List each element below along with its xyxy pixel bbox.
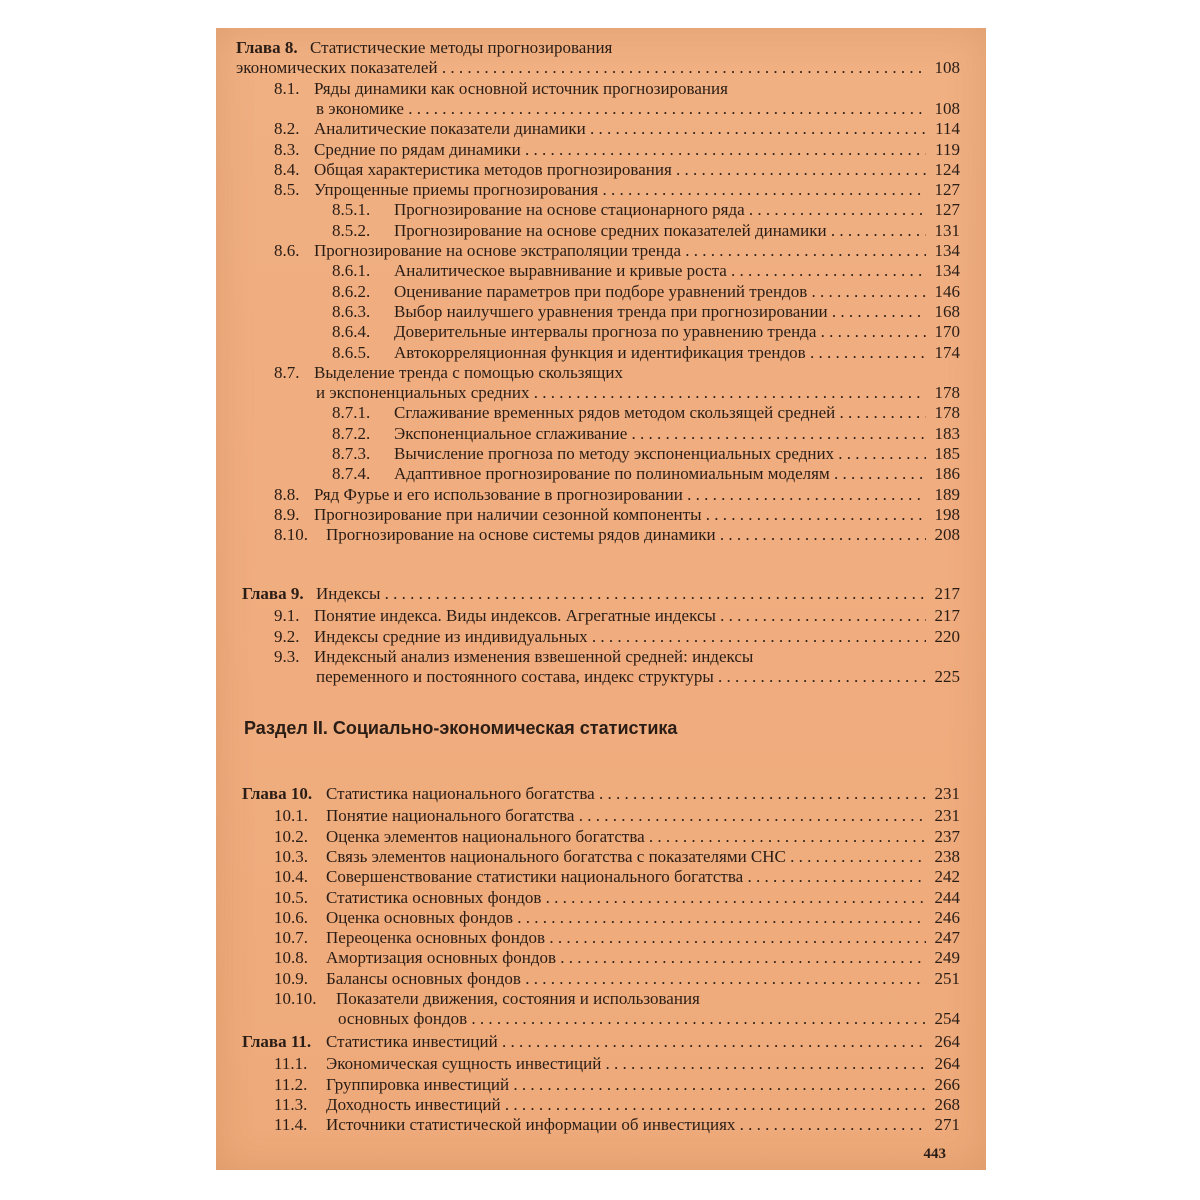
entry-title: Аналитическое выравнивание и кривые роста . . .	[394, 261, 926, 281]
entry-page: 114	[935, 119, 960, 139]
entry-title: Ряды динамики как основной источник прогнозирования	[314, 78, 728, 98]
entry-number: 9.3.	[274, 646, 300, 666]
entry-number: 8.3.	[274, 139, 300, 159]
entry-title: Статистические методы прогнозирования	[310, 38, 613, 57]
entry-page: 264	[934, 1054, 960, 1074]
section-heading: Раздел II. Социально-экономическая статистика	[244, 718, 678, 738]
entry-number: 11.2.	[274, 1074, 308, 1094]
entry-number: 8.6.4.	[332, 322, 371, 342]
entry-title: Аналитические показатели динамики . . .	[314, 119, 926, 139]
entry-page: 134	[934, 241, 960, 260]
entry-title: Выбор наилучшего уравнения тренда при прогнозировании . . .	[394, 302, 926, 322]
entry-number: 8.7.	[274, 362, 300, 382]
entry-number: 8.4.	[274, 159, 300, 179]
entry-number: 8.7.4.	[332, 464, 371, 484]
entry-number: 8.6.	[274, 241, 300, 260]
entry-title: Оценка элементов национального богатства . . .	[326, 827, 926, 847]
entry-title: Ряд Фурье и его использование в прогнозировании . . .	[314, 485, 926, 505]
entry-page: 146	[934, 281, 960, 301]
entry-number: 8.6.2.	[332, 281, 371, 301]
entry-page: 198	[934, 504, 960, 524]
entry-title: Амортизация основных фондов . . .	[326, 948, 926, 968]
entry-title: Прогнозирование на основе стационарного ряда . . .	[394, 200, 926, 220]
entry-number: 10.1.	[274, 806, 308, 826]
entry-number: 8.6.5.	[332, 342, 371, 362]
entry-page: 247	[934, 928, 960, 948]
entry-number: 8.1.	[274, 78, 300, 98]
entry-page: 249	[934, 948, 960, 968]
entry-title: переменного и постоянного состава, индекс структуры . . .	[316, 667, 926, 687]
entry-page: 231	[934, 784, 960, 803]
entry-page: 127	[934, 200, 960, 220]
entry-number: 8.5.	[274, 180, 300, 200]
entry-number: 10.5.	[274, 887, 308, 907]
entry-title: Статистика инвестиций . . .	[326, 1032, 926, 1052]
entry-number: 8.7.2.	[332, 423, 371, 443]
entry-title: Экспоненциальное сглаживание . . .	[394, 424, 926, 444]
entry-title: Показатели движения, состояния и использования	[336, 989, 700, 1008]
entry-page: 170	[934, 322, 960, 342]
entry-page: 271	[934, 1115, 960, 1135]
entry-page: 217	[934, 606, 960, 626]
entry-number: 8.9.	[274, 504, 300, 524]
entry-number: 11.1.	[274, 1054, 308, 1074]
entry-page: 266	[934, 1074, 960, 1094]
entry-number: 8.5.1.	[332, 200, 371, 220]
entry-number: 9.1.	[274, 606, 300, 626]
entry-page: 251	[934, 968, 960, 988]
entry-page: 217	[934, 584, 960, 603]
entry-page: 178	[934, 403, 960, 423]
entry-number: 8.2.	[274, 119, 300, 139]
entry-page: 189	[934, 484, 960, 504]
entry-page: 185	[934, 444, 960, 463]
entry-number: 10.9.	[274, 968, 308, 988]
entry-page: 186	[934, 464, 960, 484]
entry-title: Общая характеристика методов прогнозирования . . .	[314, 160, 926, 180]
entry-page: 124	[934, 159, 960, 179]
entry-title: Понятие национального богатства . . .	[326, 806, 926, 826]
entry-number: 10.4.	[274, 867, 308, 887]
entry-title: Прогнозирование на основе средних показателей динамики . . .	[394, 221, 926, 241]
entry-title: Переоценка основных фондов . . .	[326, 928, 926, 948]
entry-page: 246	[934, 907, 960, 927]
entry-page: 108	[934, 98, 960, 118]
entry-number: 8.6.3.	[332, 301, 371, 321]
entry-title: экономических показателей . . .	[236, 58, 926, 78]
entry-title: основных фондов . . .	[338, 1009, 926, 1029]
entry-page: 264	[934, 1032, 960, 1051]
entry-page: 208	[934, 525, 960, 545]
entry-title: Связь элементов национального богатства с показателями СНС . . .	[326, 847, 926, 867]
entry-page: 225	[934, 667, 960, 687]
entry-number: 8.7.3.	[332, 444, 371, 463]
entry-number: 8.7.1.	[332, 403, 371, 423]
entry-number: 8.6.1.	[332, 261, 371, 281]
entry-title: Прогнозирование на основе системы рядов динамики . . .	[326, 525, 926, 545]
entry-title: Группировка инвестиций . . .	[326, 1075, 926, 1095]
book-page	[216, 28, 986, 1170]
entry-page: 268	[934, 1094, 960, 1114]
entry-page: 127	[934, 180, 960, 200]
entry-title: Оценка основных фондов . . .	[326, 908, 926, 928]
entry-page: 168	[934, 301, 960, 321]
entry-title: Средние по рядам динамики . . .	[314, 140, 926, 160]
entry-title: Оценивание параметров при подборе уравнений трендов . . .	[394, 282, 926, 302]
entry-page: 131	[934, 220, 960, 240]
entry-number: 10.8.	[274, 948, 308, 968]
entry-title: Прогнозирование на основе экстраполяции тренда . . .	[314, 241, 926, 261]
entry-title: Совершенствование статистики национального богатства . . .	[326, 867, 926, 887]
entry-page: 134	[934, 261, 960, 281]
entry-title: Выделение тренда с помощью скользящих	[314, 362, 623, 382]
entry-page: 231	[934, 806, 960, 826]
entry-title: и экспоненциальных средних . . .	[316, 383, 926, 403]
entry-title: Балансы основных фондов . . .	[326, 969, 926, 989]
entry-number: 8.10.	[274, 525, 308, 545]
entry-page: 174	[934, 342, 960, 362]
entry-page: 220	[934, 626, 960, 646]
entry-page: 178	[934, 383, 960, 403]
entry-title: Прогнозирование при наличии сезонной компоненты . . .	[314, 505, 926, 525]
entry-page: 237	[934, 826, 960, 846]
entry-number: 10.10.	[274, 989, 317, 1008]
entry-number: 10.2.	[274, 826, 308, 846]
entry-number: 10.6.	[274, 907, 308, 927]
entry-page: 183	[934, 423, 960, 443]
entry-title: Адаптивное прогнозирование по полиномиальным моделям . . .	[394, 464, 926, 484]
entry-number: 10.7.	[274, 928, 308, 948]
entry-number: 9.2.	[274, 626, 300, 646]
entry-title: Доходность инвестиций . . .	[326, 1095, 926, 1115]
entry-number: 11.4.	[274, 1115, 308, 1135]
page-number: 443	[923, 1146, 946, 1162]
entry-title: Вычисление прогноза по методу экспоненциальных средних . . .	[394, 444, 926, 464]
entry-title: в экономике . . .	[316, 99, 926, 119]
entry-title: Индексы средние из индивидуальных . . .	[314, 627, 926, 647]
entry-title: Источники статистической информации об инвестициях . . .	[326, 1115, 926, 1135]
entry-title: Экономическая сущность инвестиций . . .	[326, 1054, 926, 1074]
entry-title: Статистика основных фондов . . .	[326, 888, 926, 908]
entry-title: Понятие индекса. Виды индексов. Агрегатные индексы . . .	[314, 606, 926, 626]
entry-page: 108	[934, 58, 960, 78]
entry-page: 254	[934, 1009, 960, 1029]
entry-number: 11.3.	[274, 1094, 308, 1114]
entry-number: 8.8.	[274, 484, 300, 504]
entry-page: 238	[934, 846, 960, 866]
entry-number: Глава 11.	[242, 1032, 312, 1051]
entry-number: 10.3.	[274, 846, 308, 866]
entry-page: 119	[935, 139, 960, 159]
entry-number: Глава 9.	[242, 584, 304, 603]
entry-number: Глава 10.	[242, 784, 313, 803]
entry-number: Глава 8.	[236, 38, 298, 57]
entry-title: Индексный анализ изменения взвешенной средней: индексы	[314, 646, 754, 666]
entry-number: 8.5.2.	[332, 220, 371, 240]
entry-title: Статистика национального богатства . . .	[326, 784, 926, 804]
entry-title: Сглаживание временных рядов методом скользящей средней . . .	[394, 403, 926, 423]
entry-title: Доверительные интервалы прогноза по уравнению тренда . . .	[394, 322, 926, 342]
entry-page: 242	[934, 867, 960, 887]
entry-title: Автокорреляционная функция и идентификация трендов . . .	[394, 343, 926, 363]
entry-title: Упрощенные приемы прогнозирования . . .	[314, 180, 926, 200]
entry-title: Индексы . . .	[316, 584, 926, 604]
entry-page: 244	[934, 887, 960, 907]
